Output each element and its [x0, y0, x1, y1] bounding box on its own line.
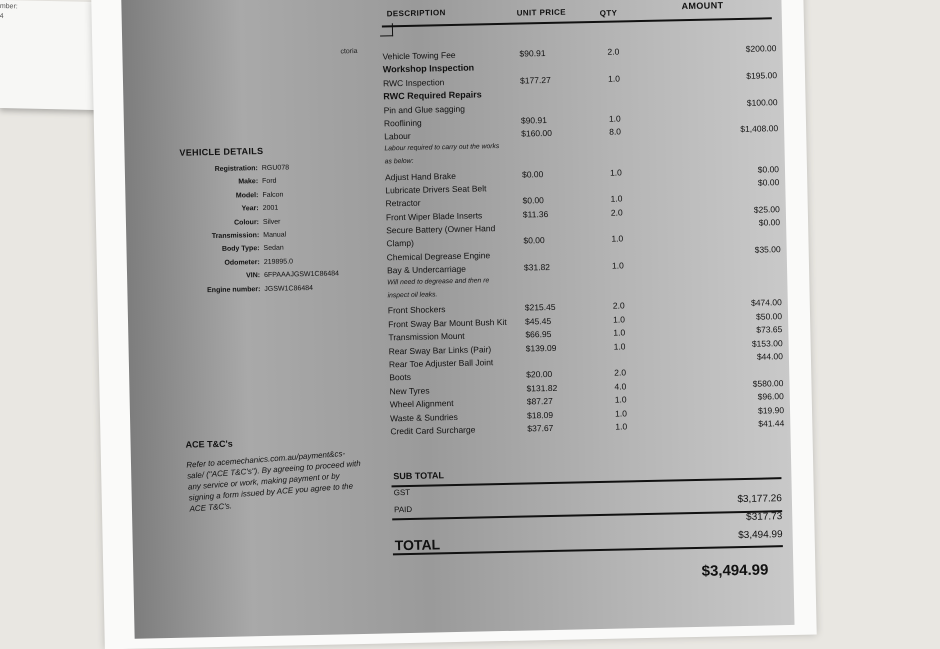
vehicle-field-row: [182, 281, 357, 298]
item-amount: $474.00: [750, 297, 782, 309]
item-unit-price: $0.00: [521, 168, 544, 180]
item-description: Front Shockers: [387, 304, 446, 316]
invoice-sheet: [91, 0, 816, 649]
item-description: Clamp): [386, 238, 414, 249]
item-unit-price: $0.00: [522, 195, 544, 206]
item-unit-price: $0.00: [523, 235, 545, 246]
sub-total-divider: [392, 477, 782, 487]
item-unit-price: $31.82: [523, 262, 551, 273]
item-amount: $580.00: [752, 377, 784, 389]
item-description: Chemical Degrease Engine: [386, 250, 491, 263]
grand-total: $3,494.99: [701, 561, 769, 580]
vehicle-field-label: Engine number:: [207, 285, 261, 294]
item-qty: 2.0: [610, 207, 623, 218]
item-amount: $0.00: [757, 163, 780, 175]
item-unit-price: $177.27: [519, 74, 551, 86]
item-amount: $50.00: [755, 310, 783, 322]
item-qty: 1.0: [613, 327, 626, 338]
header-qty: QTY: [599, 8, 618, 18]
item-amount: $195.00: [746, 69, 778, 81]
item-unit-price: $131.82: [526, 382, 558, 394]
item-description: Bay & Undercarriage: [386, 263, 467, 276]
item-description: Front Wiper Blade Inserts: [385, 210, 483, 223]
item-unit-price: $11.36: [522, 208, 549, 220]
vehicle-details: [179, 144, 357, 298]
item-unit-price: $90.91: [519, 48, 546, 59]
item-description: Will need to degrease and then re: [387, 276, 490, 287]
item-qty: 1.0: [615, 421, 628, 432]
item-qty: 1.0: [607, 73, 620, 84]
item-description: Boots: [389, 372, 412, 383]
header-bracket: [380, 23, 393, 36]
vehicle-field-value: 219895.0: [263, 258, 294, 266]
item-qty: 8.0: [609, 126, 622, 138]
vehicle-field-label: Year:: [241, 205, 259, 213]
item-description: Rooflining: [383, 117, 422, 129]
item-qty: 1.0: [614, 394, 627, 405]
paid-value: $3,494.99: [738, 529, 783, 542]
vehicle-field-label: Model:: [235, 191, 259, 200]
vehicle-field-value: JGSW1C86484: [264, 284, 314, 293]
vehicle-field-value: 2001: [262, 204, 279, 213]
item-amount: $44.00: [756, 351, 783, 362]
total-label: TOTAL: [394, 536, 441, 554]
header-amount: AMOUNT: [681, 0, 724, 12]
line-items: [382, 43, 800, 440]
item-description: Labour required to carry out the works: [384, 142, 500, 153]
gst-label: GST: [393, 487, 411, 498]
vehicle-field-label: Odometer:: [224, 258, 260, 267]
item-qty: 1.0: [611, 233, 624, 245]
vehicle-field-value: RGU078: [261, 164, 290, 172]
item-unit-price: $66.95: [525, 329, 552, 340]
address-fragment: ctoria: [340, 47, 358, 56]
invoice-print-area: [121, 0, 794, 639]
item-amount: $1,408.00: [740, 123, 779, 135]
item-description: inspect oil leaks.: [387, 291, 438, 300]
total-divider: [393, 545, 783, 555]
item-description: Front Sway Bar Mount Bush Kit: [388, 316, 507, 330]
item-amount: $35.00: [754, 244, 781, 255]
item-amount: $25.00: [753, 203, 780, 215]
vehicle-field-label: Body Type:: [221, 245, 260, 254]
vehicle-field-label: Colour:: [234, 218, 260, 227]
item-description: Lubricate Drivers Seat Belt: [385, 183, 487, 196]
terms-title: ACE T&C's: [185, 438, 233, 450]
vehicle-field-value: Sedan: [263, 244, 284, 253]
item-qty: 1.0: [614, 407, 627, 419]
sub-total-value: $3,177.26: [737, 493, 782, 506]
item-amount: $100.00: [746, 96, 778, 108]
item-description: Rear Sway Bar Links (Pair): [388, 343, 492, 356]
item-amount: $0.00: [757, 177, 780, 188]
vehicle-field-label: Transmission:: [211, 232, 260, 241]
item-amount: $41.44: [758, 418, 785, 429]
item-qty: 4.0: [614, 381, 627, 392]
paid-divider: [392, 510, 782, 520]
item-qty: 2.0: [614, 367, 627, 379]
vehicle-field-label: Registration:: [214, 165, 258, 173]
header-unit-price: UNIT PRICE: [516, 7, 567, 18]
item-description: Credit Card Surcharge: [390, 424, 476, 437]
top-fragment-value: 4: [0, 12, 4, 21]
item-amount: $73.65: [756, 324, 783, 335]
vehicle-details-list: [180, 160, 358, 298]
vehicle-details-title: VEHICLE DETAILS: [179, 145, 264, 158]
item-qty: 1.0: [613, 341, 626, 352]
item-qty: 1.0: [610, 193, 623, 204]
item-description: Adjust Hand Brake: [384, 170, 457, 182]
item-unit-price: $37.67: [527, 422, 554, 434]
item-qty: 1.0: [611, 260, 624, 271]
vehicle-field-label: VIN:: [246, 272, 261, 280]
item-qty: 1.0: [612, 314, 626, 325]
paid-label: PAID: [393, 504, 413, 515]
vehicle-field-value: Manual: [263, 231, 287, 240]
vehicle-field-label: Make:: [238, 178, 259, 186]
item-qty: 2.0: [612, 300, 625, 312]
gst-value: $317.73: [745, 511, 783, 523]
item-unit-price: $90.91: [520, 114, 547, 126]
item-qty: 2.0: [607, 46, 620, 57]
vehicle-field-value: Ford: [262, 178, 277, 186]
item-amount: $200.00: [745, 43, 777, 54]
item-description: Labour: [384, 131, 411, 142]
vehicle-field-value: 6FPAAAJGSW1C86484: [264, 270, 340, 280]
item-description: Rear Toe Adjuster Ball Joint: [388, 357, 494, 370]
item-unit-price: $215.45: [524, 302, 556, 313]
top-fragment-label: mber:: [0, 2, 18, 11]
sub-total-label: SUB TOTAL: [393, 470, 445, 482]
item-description: RWC Required Repairs: [383, 89, 482, 102]
item-unit-price: $45.45: [525, 315, 552, 327]
item-description: as below:: [384, 157, 414, 166]
item-description: Waste & Sundries: [389, 411, 458, 423]
item-description: RWC Inspection: [382, 76, 445, 89]
terms-text: Refer to acemechanics.com.au/payment&cs-sale/ ("ACE T&C's"). By agreeing to proceed with any service or work, making payment or by signing a form issued by ACE you agree to the ACE T&C's.: [186, 448, 361, 514]
item-unit-price: $18.09: [526, 409, 554, 421]
item-amount: $153.00: [751, 337, 783, 349]
item-amount: $19.90: [757, 404, 785, 416]
item-qty: 1.0: [609, 166, 622, 178]
item-description: Workshop Inspection: [382, 62, 475, 75]
item-description: New Tyres: [389, 385, 430, 397]
item-unit-price: $139.09: [525, 342, 557, 354]
vehicle-field-value: Falcon: [262, 191, 284, 199]
header-divider: [382, 17, 772, 27]
item-description: Wheel Alignment: [389, 398, 454, 410]
item-description: Retractor: [385, 197, 421, 209]
item-description: Pin and Glue sagging: [383, 103, 466, 115]
terms-section: [186, 436, 363, 515]
summary-section: [391, 463, 801, 580]
item-amount: $0.00: [758, 217, 781, 228]
item-qty: 1.0: [608, 113, 621, 124]
item-unit-price: $87.27: [526, 396, 553, 407]
item-description: Vehicle Towing Fee: [382, 49, 456, 62]
item-description: Secure Battery (Owner Hand: [386, 223, 496, 236]
item-description: Transmission Mount: [388, 330, 465, 343]
header-description: DESCRIPTION: [386, 8, 446, 19]
item-unit-price: $20.00: [526, 369, 553, 380]
item-amount: $96.00: [757, 391, 784, 402]
item-unit-price: $160.00: [521, 128, 553, 139]
vehicle-field-value: Silver: [262, 218, 281, 226]
